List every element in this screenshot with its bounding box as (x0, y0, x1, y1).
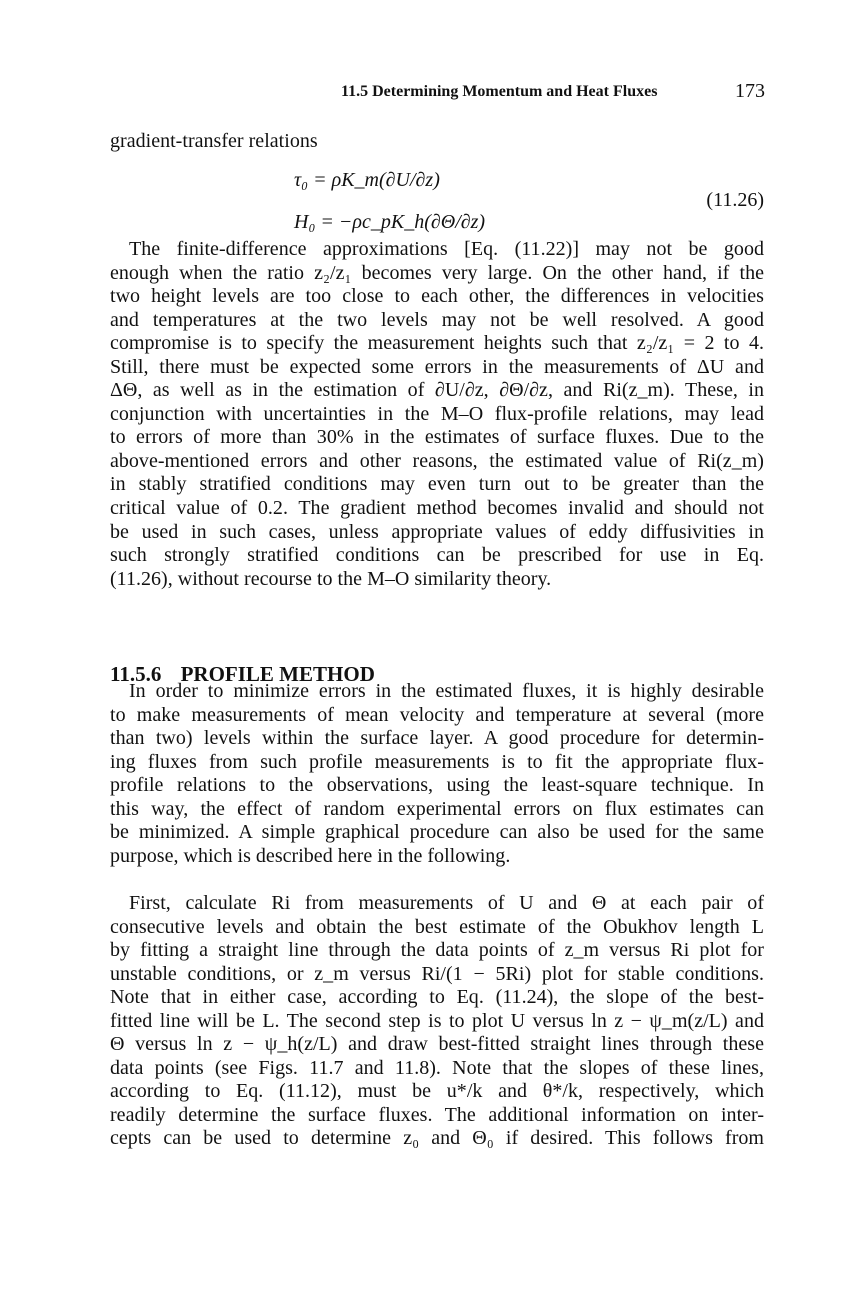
paragraph-line: to make measurements of mean velocity and temperature at several (more (110, 703, 764, 726)
paragraph-line: consecutive levels and obtain the best estimate of the Obukhov length L (110, 915, 764, 938)
paragraph-line: critical value of 0.2. The gradient method becomes invalid and should not (110, 497, 764, 520)
paragraph-line: purpose, which is described here in the following. (110, 844, 511, 867)
equation-number: (11.26) (706, 189, 764, 211)
paragraph-line: by fitting a straight line through the data points of z_m versus Ri plot for (110, 939, 764, 962)
paragraph-line: (11.26), without recourse to the M–O similarity theory. (110, 567, 552, 590)
paragraph-line: readily determine the surface fluxes. The additional information on inter- (110, 1103, 764, 1126)
paragraph-line: be used in such cases, unless appropriate values of eddy diffusivities in (110, 520, 764, 543)
paragraph-line: such strongly stratified conditions can be prescribed for use in Eq. (110, 544, 764, 567)
paragraph-line: profile relations to the observations, using the least-square technique. In (110, 774, 764, 797)
paragraph-line: data points (see Figs. 11.7 and 11.8). Note that the slopes of these lines, (110, 1056, 764, 1079)
page-number: 173 (735, 80, 765, 102)
paragraph-line: ing fluxes from such profile measurements is to fit the appropriate flux- (110, 750, 764, 773)
paragraph-line: and temperatures at the two levels may not be well resolved. A good (110, 308, 764, 331)
paragraph-line: Note that in either case, according to Eq. (11.24), the slope of the best- (110, 986, 764, 1009)
equation-line-2: H₀ = −ρc_pK_h(∂Θ/∂z) (294, 211, 486, 233)
paragraph-line: Still, there must be expected some errors in the measurements of ΔU and (110, 355, 764, 378)
paragraph-procedure (110, 892, 764, 1151)
paragraph-line: Θ versus ln z − ψ_h(z/L) and draw best-fitted straight lines through these (110, 1033, 764, 1056)
section-running-title: 11.5 Determining Momentum and Heat Fluxes (341, 83, 658, 100)
paragraph-line: The finite-difference approximations [Eq. (11.22)] may not be good (129, 238, 764, 260)
paragraph-line: ΔΘ, as well as in the estimation of ∂U/∂z, ∂Θ/∂z, and Ri(z_m). These, in (110, 379, 764, 402)
intro-line: gradient-transfer relations (110, 130, 318, 152)
paragraph-line: compromise is to specify the measurement heights such that z₂/z₁ = 2 to 4. (110, 332, 764, 355)
paragraph-line: fitted line will be L. The second step is to plot U versus ln z − ψ_m(z/L) and (110, 1009, 764, 1032)
paragraph-line: cepts can be used to determine z₀ and Θ₀ if desired. This follows from (110, 1127, 764, 1150)
paragraph-line: above-mentioned errors and other reasons, the estimated value of Ri(z_m) (110, 449, 764, 472)
paragraph-line: this way, the effect of random experimental errors on flux estimates can (110, 797, 764, 820)
equation-line-1: τ₀ = ρK_m(∂U/∂z) (294, 169, 440, 191)
paragraph-line: be minimized. A simple graphical procedure can also be used for the same (110, 821, 764, 844)
paragraph-line: two height levels are too close to each other, the differences in velocities (110, 285, 764, 308)
section-number: 11.5.6 (110, 662, 162, 687)
running-head (341, 80, 771, 106)
paragraph-gradient-method (110, 238, 764, 591)
section-title: PROFILE METHOD (180, 662, 375, 687)
paragraph-profile-method (110, 680, 764, 868)
paragraph-line: First, calculate Ri from measurements of U and Θ at each pair of (129, 892, 764, 914)
equation-11-26 (294, 169, 764, 243)
paragraph-line: than two) levels within the surface layer. A good procedure for determin- (110, 727, 764, 750)
paragraph-line: unstable conditions, or z_m versus Ri/(1 − 5Ri) plot for stable conditions. (110, 962, 764, 985)
paragraph-line: in stably stratified conditions may even turn out to be greater than the (110, 473, 764, 496)
paragraph-line: to errors of more than 30% in the estimates of surface fluxes. Due to the (110, 426, 764, 449)
intro-text (110, 130, 764, 154)
paragraph-line: In order to minimize errors in the estimated fluxes, it is highly desirable (129, 680, 764, 702)
paragraph-line: according to Eq. (11.12), must be u*/k and θ*/k, respectively, which (110, 1080, 764, 1103)
paragraph-line: conjunction with uncertainties in the M–O flux-profile relations, may lead (110, 402, 764, 425)
paragraph-line: enough when the ratio z₂/z₁ becomes very large. On the other hand, if the (110, 261, 764, 284)
